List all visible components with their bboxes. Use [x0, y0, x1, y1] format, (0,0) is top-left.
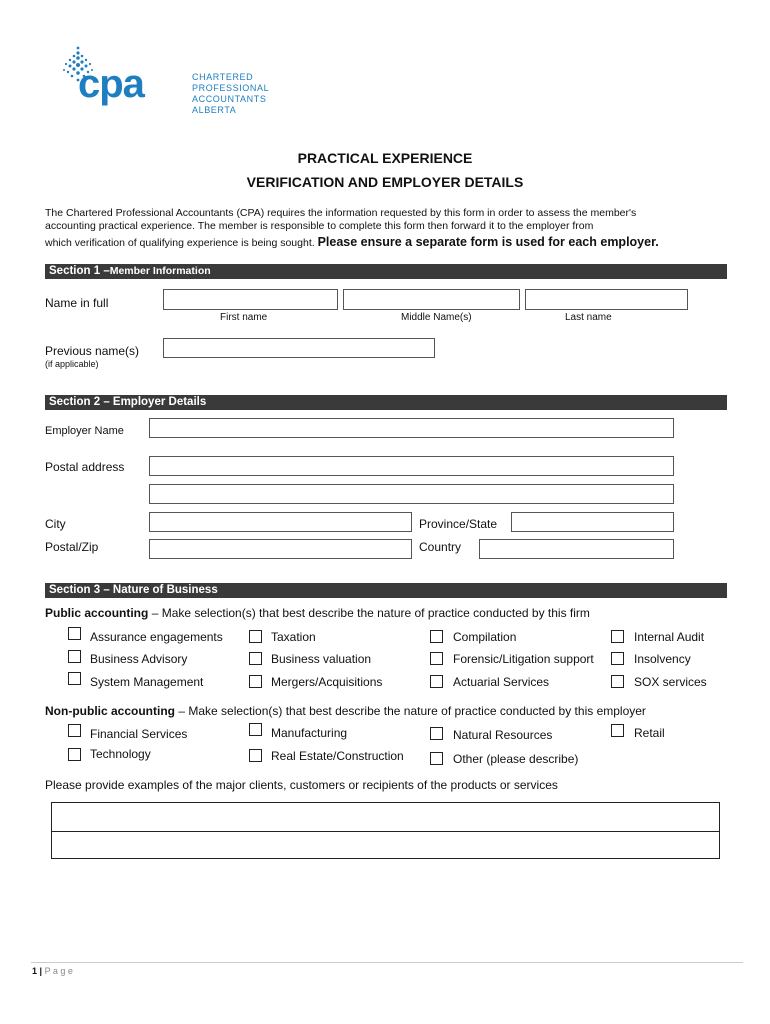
- assurance-label: Assurance engagements: [90, 630, 223, 644]
- first-name-caption: First name: [220, 312, 268, 323]
- compilation-checkbox[interactable]: [430, 630, 443, 643]
- other-checkbox[interactable]: [430, 752, 443, 765]
- page-number: 1: [32, 966, 38, 976]
- public-accounting-label: Public accounting: [45, 606, 149, 620]
- actuarial-checkbox[interactable]: [430, 675, 443, 688]
- assurance-checkbox[interactable]: [68, 627, 81, 640]
- technology-checkbox[interactable]: [68, 748, 81, 761]
- sox-label: SOX services: [634, 675, 707, 689]
- business-advisory-checkbox[interactable]: [68, 650, 81, 663]
- intro-line-3-wrap: [45, 236, 659, 250]
- system-management-label: System Management: [90, 675, 204, 689]
- taxation-checkbox[interactable]: [249, 630, 262, 643]
- forensic-label: Forensic/Litigation support: [453, 652, 594, 666]
- intro-line-3: which verification of qualifying experience is being sought.: [45, 237, 315, 249]
- internal-audit-checkbox[interactable]: [611, 630, 624, 643]
- mergers-checkbox[interactable]: [249, 675, 262, 688]
- postal-zip-label: Postal/Zip: [45, 540, 99, 554]
- page-label: P a g e: [44, 966, 73, 976]
- first-name-input[interactable]: [163, 289, 338, 310]
- section-3-header: Section 3 – Nature of Business: [45, 583, 727, 598]
- logo-line-1: CHARTERED: [192, 72, 254, 82]
- non-public-accounting-label: Non-public accounting: [45, 704, 175, 718]
- logo-line-3: ACCOUNTANTS: [192, 94, 267, 104]
- intro-line-1: The Chartered Professional Accountants (CPA) requires the information requested by this form in order to assess the member's: [45, 207, 637, 219]
- country-label: Country: [419, 540, 462, 554]
- employer-name-input[interactable]: [149, 418, 674, 438]
- page-footer: [32, 966, 73, 976]
- natural-resources-label: Natural Resources: [453, 728, 553, 742]
- section-1-header: [45, 264, 727, 279]
- city-input[interactable]: [149, 512, 412, 532]
- middle-name-input[interactable]: [343, 289, 520, 310]
- examples-row-2[interactable]: [52, 832, 719, 858]
- real-estate-label: Real Estate/Construction: [271, 749, 404, 763]
- insolvency-checkbox[interactable]: [611, 652, 624, 665]
- province-state-input[interactable]: [511, 512, 674, 532]
- country-input[interactable]: [479, 539, 674, 559]
- non-public-accounting-line: [45, 704, 646, 718]
- real-estate-checkbox[interactable]: [249, 749, 262, 762]
- system-management-checkbox[interactable]: [68, 672, 81, 685]
- actuarial-label: Actuarial Services: [453, 675, 550, 689]
- name-in-full-label: Name in full: [45, 296, 109, 310]
- other-label: Other (please describe): [453, 752, 579, 766]
- page-title-line-1: PRACTICAL EXPERIENCE: [297, 150, 473, 166]
- retail-label: Retail: [634, 726, 665, 740]
- postal-address-label: Postal address: [45, 460, 125, 474]
- logo-line-4: ALBERTA: [192, 105, 237, 115]
- mergers-label: Mergers/Acquisitions: [271, 675, 383, 689]
- middle-name-caption: Middle Name(s): [401, 312, 472, 323]
- manufacturing-label: Manufacturing: [271, 726, 348, 740]
- business-valuation-label: Business valuation: [271, 652, 372, 666]
- natural-resources-checkbox[interactable]: [430, 727, 443, 740]
- examples-row-1[interactable]: [52, 803, 719, 832]
- section-1-prefix: Section 1 –: [49, 265, 110, 277]
- manufacturing-checkbox[interactable]: [249, 723, 262, 736]
- intro-paragraph: [45, 207, 659, 250]
- postal-zip-input[interactable]: [149, 539, 412, 559]
- examples-prompt: Please provide examples of the major clients, customers or recipients of the products or services: [45, 778, 558, 792]
- forensic-checkbox[interactable]: [430, 652, 443, 665]
- section-1-title: Member Information: [109, 265, 211, 277]
- examples-table: [51, 802, 720, 859]
- intro-emphasis: Please ensure a separate form is used for each employer.: [317, 235, 659, 249]
- technology-label: Technology: [90, 747, 151, 761]
- public-accounting-line: [45, 606, 590, 620]
- financial-services-checkbox[interactable]: [68, 724, 81, 737]
- taxation-label: Taxation: [271, 630, 316, 644]
- province-state-label: Province/State: [419, 517, 498, 531]
- last-name-caption: Last name: [565, 312, 612, 323]
- business-advisory-label: Business Advisory: [90, 652, 188, 666]
- public-accounting-instructions: – Make selection(s) that best describe the nature of practice conducted by this firm: [151, 606, 590, 620]
- compilation-label: Compilation: [453, 630, 517, 644]
- postal-address-line-2-input[interactable]: [149, 484, 674, 504]
- sox-checkbox[interactable]: [611, 675, 624, 688]
- internal-audit-label: Internal Audit: [634, 630, 705, 644]
- employer-name-label: Employer Name: [45, 425, 124, 437]
- business-valuation-checkbox[interactable]: [249, 652, 262, 665]
- last-name-input[interactable]: [525, 289, 688, 310]
- non-public-accounting-instructions: – Make selection(s) that best describe the nature of practice conducted by this employer: [178, 704, 646, 718]
- previous-names-input[interactable]: [163, 338, 435, 358]
- previous-names-note: (if applicable): [45, 359, 99, 369]
- financial-services-label: Financial Services: [90, 727, 188, 741]
- previous-names-label: Previous name(s): [45, 344, 140, 358]
- footer-rule: [31, 962, 743, 963]
- logo-line-2: PROFESSIONAL: [192, 83, 270, 93]
- footer-separator-icon: |: [39, 966, 43, 976]
- intro-line-2: accounting practical experience. The member is responsible to complete this form then forward it to the employer from: [45, 219, 594, 232]
- postal-address-line-1-input[interactable]: [149, 456, 674, 476]
- insolvency-label: Insolvency: [634, 652, 691, 666]
- page-title-line-2: VERIFICATION AND EMPLOYER DETAILS: [246, 174, 524, 190]
- city-label: City: [45, 517, 66, 531]
- retail-checkbox[interactable]: [611, 724, 624, 737]
- cpa-logo: [60, 44, 280, 120]
- section-2-header: Section 2 – Employer Details: [45, 395, 727, 410]
- cpa-wordmark: cpa: [78, 62, 144, 106]
